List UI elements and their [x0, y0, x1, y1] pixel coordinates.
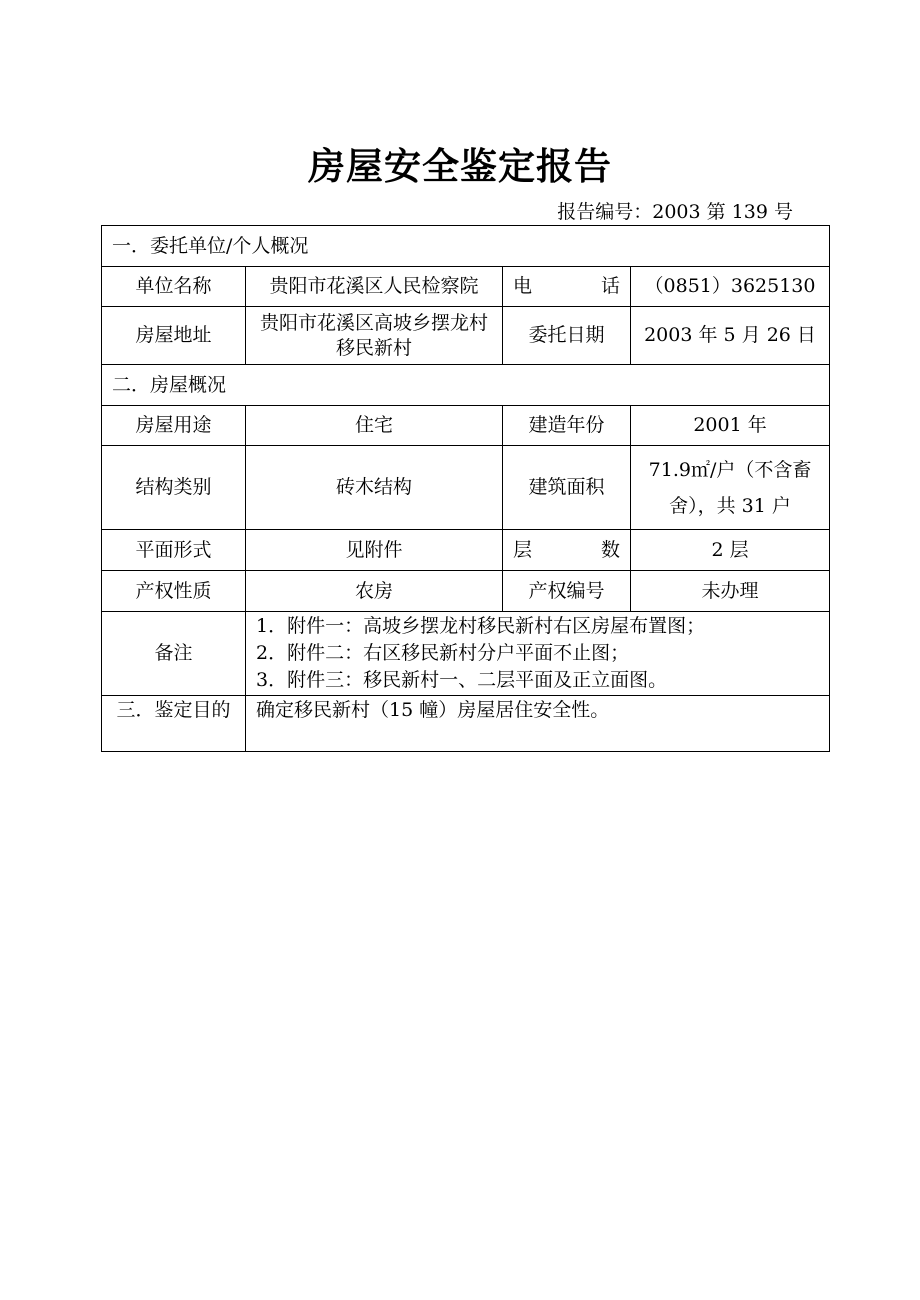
note-item: 3．附件三：移民新村一、二层平面及正立面图。 [256, 669, 668, 691]
unit-name-value: 贵阳市花溪区人民检察院 [246, 267, 503, 307]
note-item: 2．附件二：右区移民新村分户平面不止图； [256, 642, 630, 664]
structure-label: 结构类别 [102, 446, 246, 530]
structure-value: 砖木结构 [246, 446, 503, 530]
floor-area-label: 建筑面积 [503, 446, 631, 530]
section-1-heading: 一．委托单位/个人概况 [102, 226, 830, 267]
phone-label-char-1: 电 [513, 275, 533, 297]
phone-label [503, 267, 631, 307]
floors-label-char-2: 数 [600, 538, 620, 561]
section-2-row [102, 365, 830, 406]
note-item: 1．附件一：高坡乡摆龙村移民新村右区房屋布置图； [256, 615, 706, 637]
ownership-value: 农房 [246, 571, 503, 612]
build-year-label: 建造年份 [503, 406, 631, 446]
ownership-number-value: 未办理 [631, 571, 830, 612]
purpose-label: 三．鉴定目的 [102, 696, 246, 752]
notes-content [246, 612, 830, 696]
unit-name-label: 单位名称 [102, 267, 246, 307]
address-label: 房屋地址 [102, 307, 246, 365]
usage-value: 住宅 [246, 406, 503, 446]
plan-form-value: 见附件 [246, 530, 503, 571]
address-value: 贵阳市花溪区高坡乡摆龙村移民新村 [246, 307, 503, 365]
usage-label: 房屋用途 [102, 406, 246, 446]
build-year-value: 2001 年 [631, 406, 830, 446]
floors-label [503, 530, 631, 571]
commission-date-label: 委托日期 [503, 307, 631, 365]
report-title: 房屋安全鉴定报告 [308, 145, 612, 188]
structure-row [102, 446, 830, 530]
address-row [102, 307, 830, 365]
commission-date-value: 2003 年 5 月 26 日 [631, 307, 830, 365]
plan-row [102, 530, 830, 571]
floors-label-char-1: 层 [513, 538, 533, 561]
floors-value: 2 层 [631, 530, 830, 571]
report-table [101, 225, 830, 752]
plan-form-label: 平面形式 [102, 530, 246, 571]
phone-value: （0851）3625130 [631, 267, 830, 307]
purpose-value: 确定移民新村（15 幢）房屋居住安全性。 [246, 696, 830, 752]
notes-row [102, 612, 830, 696]
purpose-row [102, 696, 830, 752]
section-2-heading: 二．房屋概况 [102, 365, 830, 406]
ownership-number-label: 产权编号 [503, 571, 631, 612]
ownership-row [102, 571, 830, 612]
section-1-row [102, 226, 830, 267]
ownership-label: 产权性质 [102, 571, 246, 612]
unit-name-row [102, 267, 830, 307]
usage-row [102, 406, 830, 446]
phone-label-char-2: 话 [600, 275, 620, 297]
report-number: 报告编号：2003 第 139 号 [557, 201, 793, 223]
notes-label: 备注 [102, 612, 246, 696]
floor-area-value: 71.9㎡/户（不含畜舍），共 31 户 [631, 446, 830, 530]
